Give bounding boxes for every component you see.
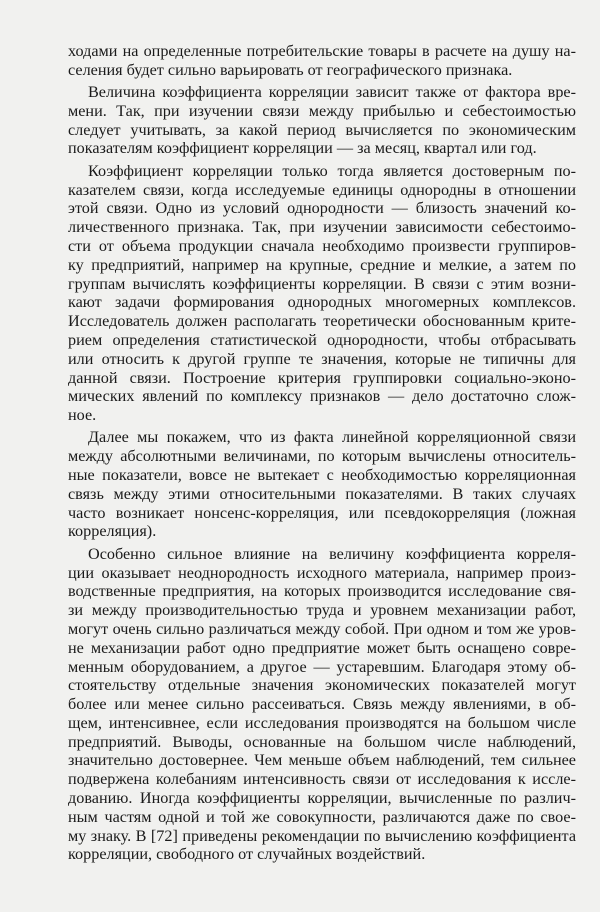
body-text: [68, 42, 576, 868]
text-line: мени. Так, при изучении связи между прибылью и себестоимостью: [68, 101, 576, 120]
text-line: водственные предприятия, на которых производится исследование свя-: [68, 582, 576, 601]
text-line: сти от объема продукции сначала необходимо произвести группиров-: [68, 236, 576, 255]
paragraph: [68, 545, 576, 865]
text-line: часто возникает нонсенс-корреляция, или псевдокорреляция (ложная: [68, 503, 576, 522]
text-line: Особенно сильное влияние на величину коэффициента корреля-: [88, 544, 576, 563]
text-line: Далее мы покажем, что из факта линейной корреляционной связи: [88, 428, 576, 447]
text-line: мических явлений по комплексу признаков — дело достаточно слож-: [68, 387, 576, 406]
text-line: ное.: [68, 406, 97, 425]
text-line: ходами на определенные потребительские товары в расчете на душу на-: [68, 42, 576, 60]
text-line: группам вычислять коэффициенты корреляции. В связи с этим возни-: [68, 274, 576, 293]
paragraph: [68, 42, 576, 80]
paragraph: [68, 83, 576, 158]
text-line: стоятельству отдельные значения экономических показателей могут: [68, 676, 576, 695]
text-line: ции оказывает неоднородность исходного материала, например произ-: [68, 563, 576, 582]
text-line: или относить к другой группе те значения, которые не типичны для: [68, 349, 576, 368]
text-line: корреляция).: [68, 522, 157, 541]
text-line: кают задачи формирования однородных многомерных комплексов.: [68, 293, 576, 312]
paragraph: [68, 428, 576, 541]
text-line: Исследователь должен располагать теоретически обоснованным крите-: [68, 312, 576, 331]
text-line: Коэффициент корреляции только тогда является достоверным по-: [88, 161, 576, 180]
text-line: Величина коэффициента корреляции зависит также от фактора вре-: [88, 83, 576, 102]
text-line: связь между этими относительными показателями. В таких случаях: [68, 484, 576, 503]
text-line: ные показатели, вовсе не вытекает с необходимостью корреляционная: [68, 466, 576, 485]
text-line: рием определения статистической однородности, чтобы отбрасывать: [68, 330, 576, 349]
text-line: казателем связи, когда исследуемые единицы однородны в отношении: [68, 180, 576, 199]
text-line: корреляции, свободного от случайных воздействий.: [68, 845, 426, 864]
text-line: подвержена колебаниям интенсивность связи от исследования к иссле-: [68, 770, 576, 789]
text-line: менным оборудованием, а другое — устаревшим. Благодаря этому об-: [68, 657, 576, 676]
text-line: зи между производительностью труда и уровнем механизации работ,: [68, 601, 576, 620]
text-line: щем, интенсивнее, если исследования производятся на большом числе: [68, 713, 576, 732]
text-line: предприятий. Выводы, основанные на большом числе наблюдений,: [68, 732, 576, 751]
text-line: не механизации работ одно предприятие может быть оснащено совре-: [68, 638, 576, 657]
text-line: могут очень сильно различаться между собой. При одном и том же уров-: [68, 619, 576, 638]
text-line: этой связи. Одно из условий однородности — близость значений ко-: [68, 199, 576, 218]
text-line: селения будет сильно варьировать от географического признака.: [68, 60, 513, 79]
paragraph: [68, 162, 576, 425]
text-line: значительно достовернее. Чем меньше объем наблюдений, тем сильнее: [68, 751, 576, 770]
text-line: между абсолютными величинами, по которым вычислены относитель-: [68, 447, 576, 466]
text-line: следует учитывать, за какой период вычисляется по экономическим: [68, 120, 576, 139]
text-line: ку предприятий, например на крупные, средние и мелкие, а затем по: [68, 255, 576, 274]
text-line: му знаку. В [72] приведены рекомендации по вычислению коэффициента: [68, 826, 576, 845]
text-line: более или менее сильно рассеиваться. Связь между явлениями, в об-: [68, 695, 576, 714]
text-line: показателям коэффициент корреляции — за месяц, квартал или год.: [68, 139, 537, 158]
text-line: личественного признака. Так, при изучении зависимости себестоимо-: [68, 218, 576, 237]
text-line: ным частям одной и той же совокупности, различаются даже по свое-: [68, 807, 576, 826]
text-line: дованию. Иногда коэффициенты корреляции, вычисленные по различ-: [68, 789, 576, 808]
text-line: данной связи. Построение критерия группировки социально-эконо-: [68, 368, 576, 387]
